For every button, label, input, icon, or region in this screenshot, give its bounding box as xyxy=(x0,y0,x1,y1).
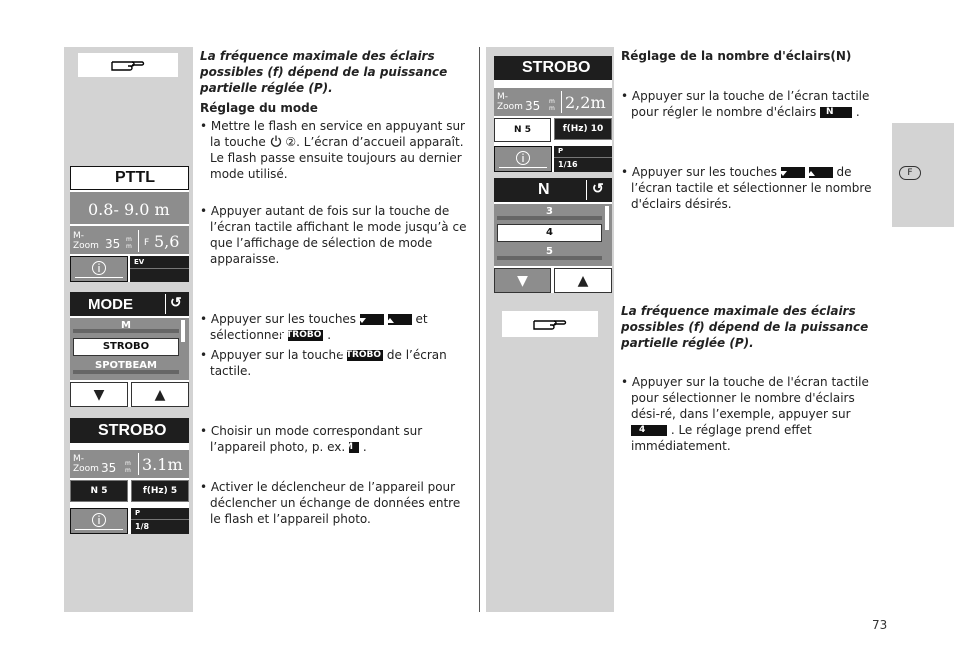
left-intro: La fréquence maximale des éclairs possibles (f) dépend de la puissance partielle réglée (P). xyxy=(200,49,448,95)
strobo2-p-label: P xyxy=(558,147,564,155)
note-box xyxy=(78,53,178,77)
n-item-3[interactable]: 3 xyxy=(497,206,602,220)
strobo1-info-button[interactable] xyxy=(70,508,128,534)
right-bullet-2: • Appuyer sur les touches de l’écran tactile et sélectionner le nombre d'éclairs désirés. xyxy=(621,165,872,211)
left-bullet-5: • Choisir un mode correspondant sur l’appareil photo, p. ex. M . xyxy=(200,424,423,454)
pttl-f-value: 5,6 xyxy=(154,232,180,251)
pttl-screen xyxy=(70,166,189,282)
pttl-unit: m m xyxy=(126,236,132,250)
strobo2-title: STROBO xyxy=(494,56,612,80)
pttl-range-panel xyxy=(70,192,189,224)
strobo-screen-2 xyxy=(494,56,612,172)
strobo1-ratio: 1/8 xyxy=(135,522,150,531)
info-icon xyxy=(91,260,107,276)
strobo2-zoom-value: 35 xyxy=(525,99,541,113)
n-list xyxy=(494,204,612,266)
chip-strobo-2: STROBO xyxy=(339,350,382,360)
strobo1-n-button[interactable]: N 5 xyxy=(70,480,128,502)
strobo1-fhz-button[interactable]: f(Hz) 5 xyxy=(131,480,189,502)
strobo2-zoom-panel xyxy=(494,88,612,116)
up-button[interactable]: ▲ xyxy=(131,382,189,407)
mode-list xyxy=(70,318,189,380)
info-icon xyxy=(91,512,107,528)
n-select-screen xyxy=(494,178,612,293)
right-intro: La fréquence maximale des éclairs possibles (f) dépend de la puissance partielle réglée (P). xyxy=(621,304,869,350)
mode-screen xyxy=(70,292,189,407)
mode-item-m[interactable]: M xyxy=(73,320,179,333)
right-bullet-1: • Appuyer sur la touche de l’écran tactile pour régler le nombre d'éclairs N . xyxy=(621,89,870,119)
chip-4: 4 xyxy=(631,425,667,436)
down-button[interactable]: ▼ xyxy=(70,382,128,407)
left-bullets-3-4: • Appuyer sur les touches et sélectionner STROBO . • Appuyer sur la touche STROBO de l’écran tactile. xyxy=(200,312,447,378)
strobo2-distance: 2,2m xyxy=(565,93,606,112)
mode-title: MODE xyxy=(88,295,133,313)
power-icon xyxy=(270,135,282,147)
strobo2-p-button[interactable] xyxy=(554,146,612,172)
down-button[interactable]: ▼ xyxy=(494,268,551,293)
note-box-right xyxy=(502,311,598,337)
strobo2-info-button[interactable] xyxy=(494,146,552,172)
pttl-mzoom: M- Zoom xyxy=(73,231,99,251)
left-heading: Réglage du mode xyxy=(200,101,318,115)
info-icon xyxy=(515,150,531,166)
strobo1-zoom-panel xyxy=(70,450,189,478)
left-bullet-1: • Mettre le flash en service en appuyant sur la touche ②. L’écran d’accueil apparaît. Le flash passe ensuite toujours au dernier mode utilisé. xyxy=(200,119,465,181)
pointing-hand-icon xyxy=(532,315,568,333)
strobo1-title: STROBO xyxy=(70,418,189,443)
mode-item-spotbeam[interactable]: SPOTBEAM xyxy=(73,360,179,374)
strobo1-mzoom: M- Zoom xyxy=(73,454,99,474)
pttl-title: PTTL xyxy=(70,166,189,190)
pttl-range: 0.8- 9.0 m xyxy=(88,200,170,219)
right-heading: Réglage de la nombre d'éclairs(N) xyxy=(621,49,852,63)
strobo1-zoom-value: 35 xyxy=(101,461,117,475)
n-item-4[interactable]: 4 xyxy=(497,224,602,242)
mode-item-strobo[interactable]: STROBO xyxy=(73,338,179,356)
column-separator xyxy=(479,47,480,612)
pointing-hand-icon xyxy=(110,56,146,74)
scrollbar[interactable] xyxy=(605,206,609,230)
n-title: N xyxy=(538,181,550,198)
up-button[interactable]: ▲ xyxy=(554,268,612,293)
strobo-screen-1 xyxy=(70,418,189,534)
n-title-bar xyxy=(494,178,612,202)
left-bullet-6: • Activer le déclencheur de l’appareil pour déclencher un échange de données entre le flash et l’appareil photo. xyxy=(200,480,461,526)
strobo2-fhz-button[interactable]: f(Hz) 10 xyxy=(554,118,612,140)
pttl-info-button[interactable] xyxy=(70,256,128,282)
pttl-zoom-panel xyxy=(70,226,189,254)
scrollbar[interactable] xyxy=(181,320,185,342)
strobo2-mzoom: M- Zoom xyxy=(497,92,523,112)
strobo1-p-label: P xyxy=(135,509,141,517)
right-bullet-3: • Appuyer sur la touche de l'écran tactile pour sélectionner le nombre d'éclairs dési-ré, dans l’exemple, appuyer sur 4 . Le réglage prend effet immédiatement. xyxy=(621,375,869,453)
n-item-5[interactable]: 5 xyxy=(497,246,602,260)
strobo1-unit: m m xyxy=(125,460,131,474)
chip-m: M xyxy=(349,442,359,453)
strobo1-p-button[interactable] xyxy=(131,508,189,534)
mode-title-bar xyxy=(70,292,189,316)
left-bullet-2: • Appuyer autant de fois sur la touche de l’écran tactile affichant le mode jusqu’à ce que l’affichage de sélection de mode apparaisse. xyxy=(200,204,467,266)
pttl-zoom-value: 35 xyxy=(105,237,121,251)
up-key-icon xyxy=(809,167,833,178)
strobo2-unit: m m xyxy=(549,98,555,112)
strobo2-n-button[interactable]: N 5 xyxy=(494,118,551,142)
pttl-ev-label: EV xyxy=(134,258,145,266)
strobo1-distance: 3.1m xyxy=(142,455,183,474)
chip-strobo: STROBO xyxy=(279,330,322,340)
back-icon[interactable]: ↺ xyxy=(592,180,604,196)
back-icon[interactable]: ↺ xyxy=(170,294,182,310)
pttl-f-label: F xyxy=(144,238,150,248)
chip-n: N xyxy=(820,107,852,118)
language-badge: F xyxy=(899,166,921,180)
page-number: 73 xyxy=(872,618,888,632)
strobo2-ratio: 1/16 xyxy=(558,160,578,169)
left-text xyxy=(200,48,470,182)
pttl-ev-button[interactable] xyxy=(130,256,189,282)
up-key-icon xyxy=(388,314,412,325)
